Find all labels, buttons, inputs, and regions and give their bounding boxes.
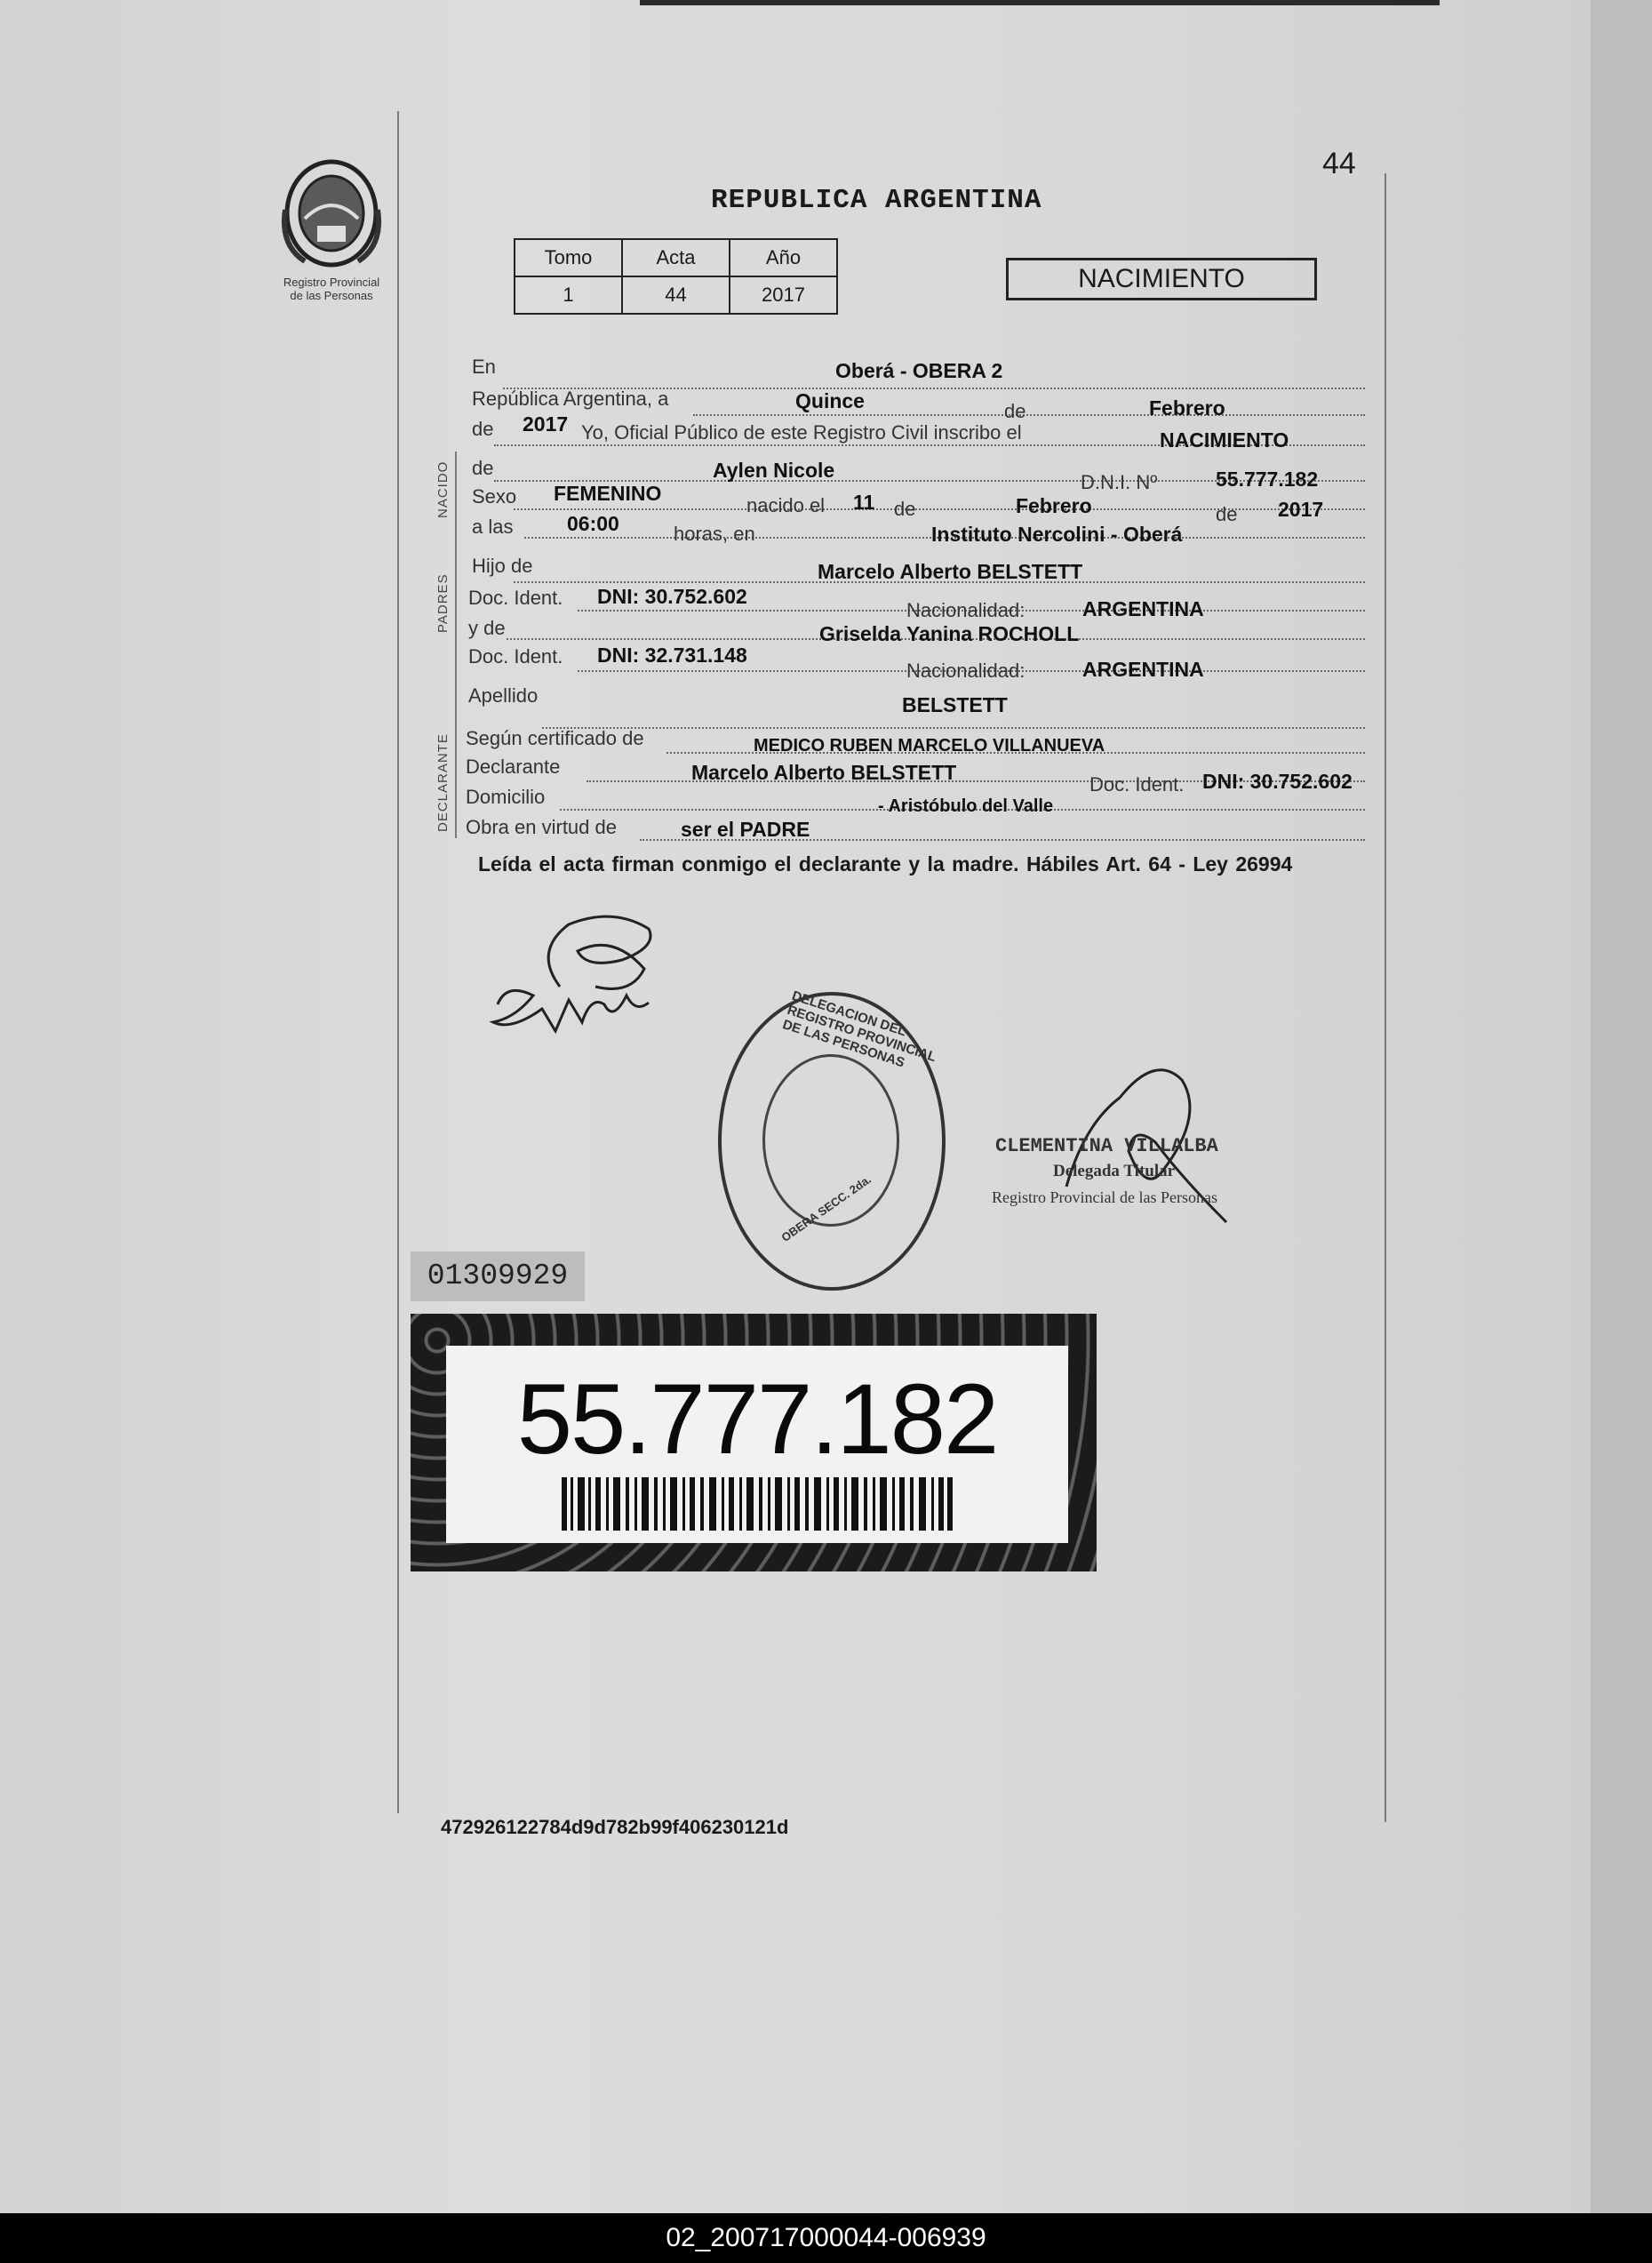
value-inscribo: NACIMIENTO (1160, 428, 1289, 452)
stamp-inner-text: OBERA SECC. 2da. (778, 1172, 874, 1244)
footer-id: 02_200717000044-006939 (0, 2213, 1652, 2263)
signer-role: Delegada Titular (1053, 1162, 1176, 1180)
dotted-line (693, 414, 1365, 416)
section-label-padres: PADRES (435, 573, 451, 633)
logo-caption-line2: de las Personas (290, 289, 373, 302)
value-anio: 2017 (523, 412, 569, 436)
label-dni: D.N.I. Nº (1081, 471, 1158, 493)
value-dni: 55.777.182 (1216, 468, 1319, 491)
value-nombre: Aylen Nicole (713, 459, 835, 482)
record-type-box: NACIMIENTO (1006, 258, 1317, 300)
value-acta: 44 (622, 276, 730, 314)
section-divider-line (455, 452, 457, 838)
logo-caption (258, 276, 405, 302)
value-nacido-mes: Febrero (1016, 494, 1092, 517)
label-horas-en: horas, en (674, 523, 755, 545)
label-hijo-de: Hijo de (472, 555, 533, 577)
page-edge (1591, 0, 1652, 2213)
label-y-de: y de (468, 617, 506, 639)
page-number: 44 (1322, 147, 1356, 180)
dotted-line (542, 727, 1365, 729)
signer-name: CLEMENTINA VILLALBA (995, 1135, 1218, 1157)
label-nac1: Nacionalidad: (906, 599, 1026, 621)
label-declarante: Declarante (466, 756, 561, 778)
frame-right-line (1385, 173, 1386, 1822)
label-sexo: Sexo (472, 485, 517, 508)
value-nacido-dia: 11 (853, 491, 875, 514)
registry-table (514, 238, 838, 315)
label-doc3: Doc. Ident. (1089, 773, 1185, 796)
stamp-outer-text: DELEGACION DEL REGISTRO PROVINCIAL DE LAS PERSONAS (780, 988, 938, 1071)
province-seal-logo (278, 156, 385, 270)
value-doc3: DNI: 30.752.602 (1202, 770, 1353, 793)
legal-text: Leída el acta firman conmigo el declarante y la madre. Hábiles Art. 64 - Ley 26994 (478, 852, 1293, 876)
label-alas: a las (472, 516, 514, 538)
value-ano: 2017 (730, 276, 837, 314)
document-title: REPUBLICA ARGENTINA (711, 185, 1042, 216)
label-nombre: de (472, 457, 494, 479)
frame-left-line (397, 111, 399, 1813)
label-apellido: Apellido (468, 684, 539, 707)
label-en: En (472, 356, 496, 378)
value-doc1: DNI: 30.752.602 (597, 585, 747, 608)
value-hora: 06:00 (567, 512, 619, 535)
control-number-label: 01309929 (411, 1251, 585, 1301)
value-apellido: BELSTETT (902, 693, 1008, 716)
value-certificado: MEDICO RUBEN MARCELO VILLANUEVA (754, 736, 1105, 756)
value-domicilio: - Aristóbulo del Valle (878, 796, 1054, 816)
signer-office: Registro Provincial de las Personas (992, 1188, 1217, 1206)
declarant-signature (480, 898, 666, 1049)
barcode-bars (562, 1477, 953, 1531)
value-padre: Marcelo Alberto BELSTETT (818, 560, 1083, 583)
value-sexo: FEMENINO (554, 482, 662, 505)
top-border-line (640, 0, 1440, 5)
value-nac1: ARGENTINA (1082, 597, 1204, 620)
label-certificado: Según certificado de (466, 727, 644, 749)
label-doc1: Doc. Ident. (468, 587, 563, 609)
value-mes: Febrero (1149, 396, 1225, 420)
label-obra: Obra en virtud de (466, 816, 617, 838)
value-tomo: 1 (515, 276, 622, 314)
document-hash: 472926122784d9d782b99f406230121d (441, 1816, 789, 1838)
value-nacido-anio: 2017 (1278, 498, 1324, 521)
label-de3: de (894, 498, 916, 520)
label-de4: de (1216, 503, 1238, 525)
logo-caption-line1: Registro Provincial (283, 276, 380, 289)
official-stamp (718, 988, 946, 1291)
header-acta: Acta (622, 239, 730, 276)
value-madre: Griselda Yanina ROCHOLL (819, 622, 1080, 645)
label-de: de (1004, 400, 1026, 422)
barcode-number: 55.777.182 (516, 1363, 998, 1475)
label-nac2: Nacionalidad: (906, 660, 1026, 682)
value-declarante: Marcelo Alberto BELSTETT (691, 761, 957, 784)
label-nacido-el: nacido el (746, 494, 826, 516)
header-tomo: Tomo (515, 239, 622, 276)
header-ano: Año (730, 239, 837, 276)
value-obra: ser el PADRE (681, 818, 810, 841)
barcode-sticker (411, 1314, 1097, 1571)
label-doc2: Doc. Ident. (468, 645, 563, 668)
section-label-nacido: NACIDO (435, 460, 451, 518)
section-label-declarante: DECLARANTE (435, 733, 451, 832)
value-dia-palabra: Quince (795, 389, 865, 412)
value-lugar-registro: Oberá - OBERA 2 (835, 359, 1003, 382)
label-de2: de (472, 418, 494, 440)
label-domicilio: Domicilio (466, 786, 546, 808)
label-inscribo: Yo, Oficial Público de este Registro Civil inscribo el (581, 421, 1022, 444)
value-lugar-nacimiento: Instituto Nercolini - Oberá (931, 523, 1183, 546)
value-nac2: ARGENTINA (1082, 658, 1204, 681)
label-republica: República Argentina, a (472, 388, 669, 410)
value-doc2: DNI: 32.731.148 (597, 644, 747, 667)
barcode-panel (446, 1346, 1068, 1543)
